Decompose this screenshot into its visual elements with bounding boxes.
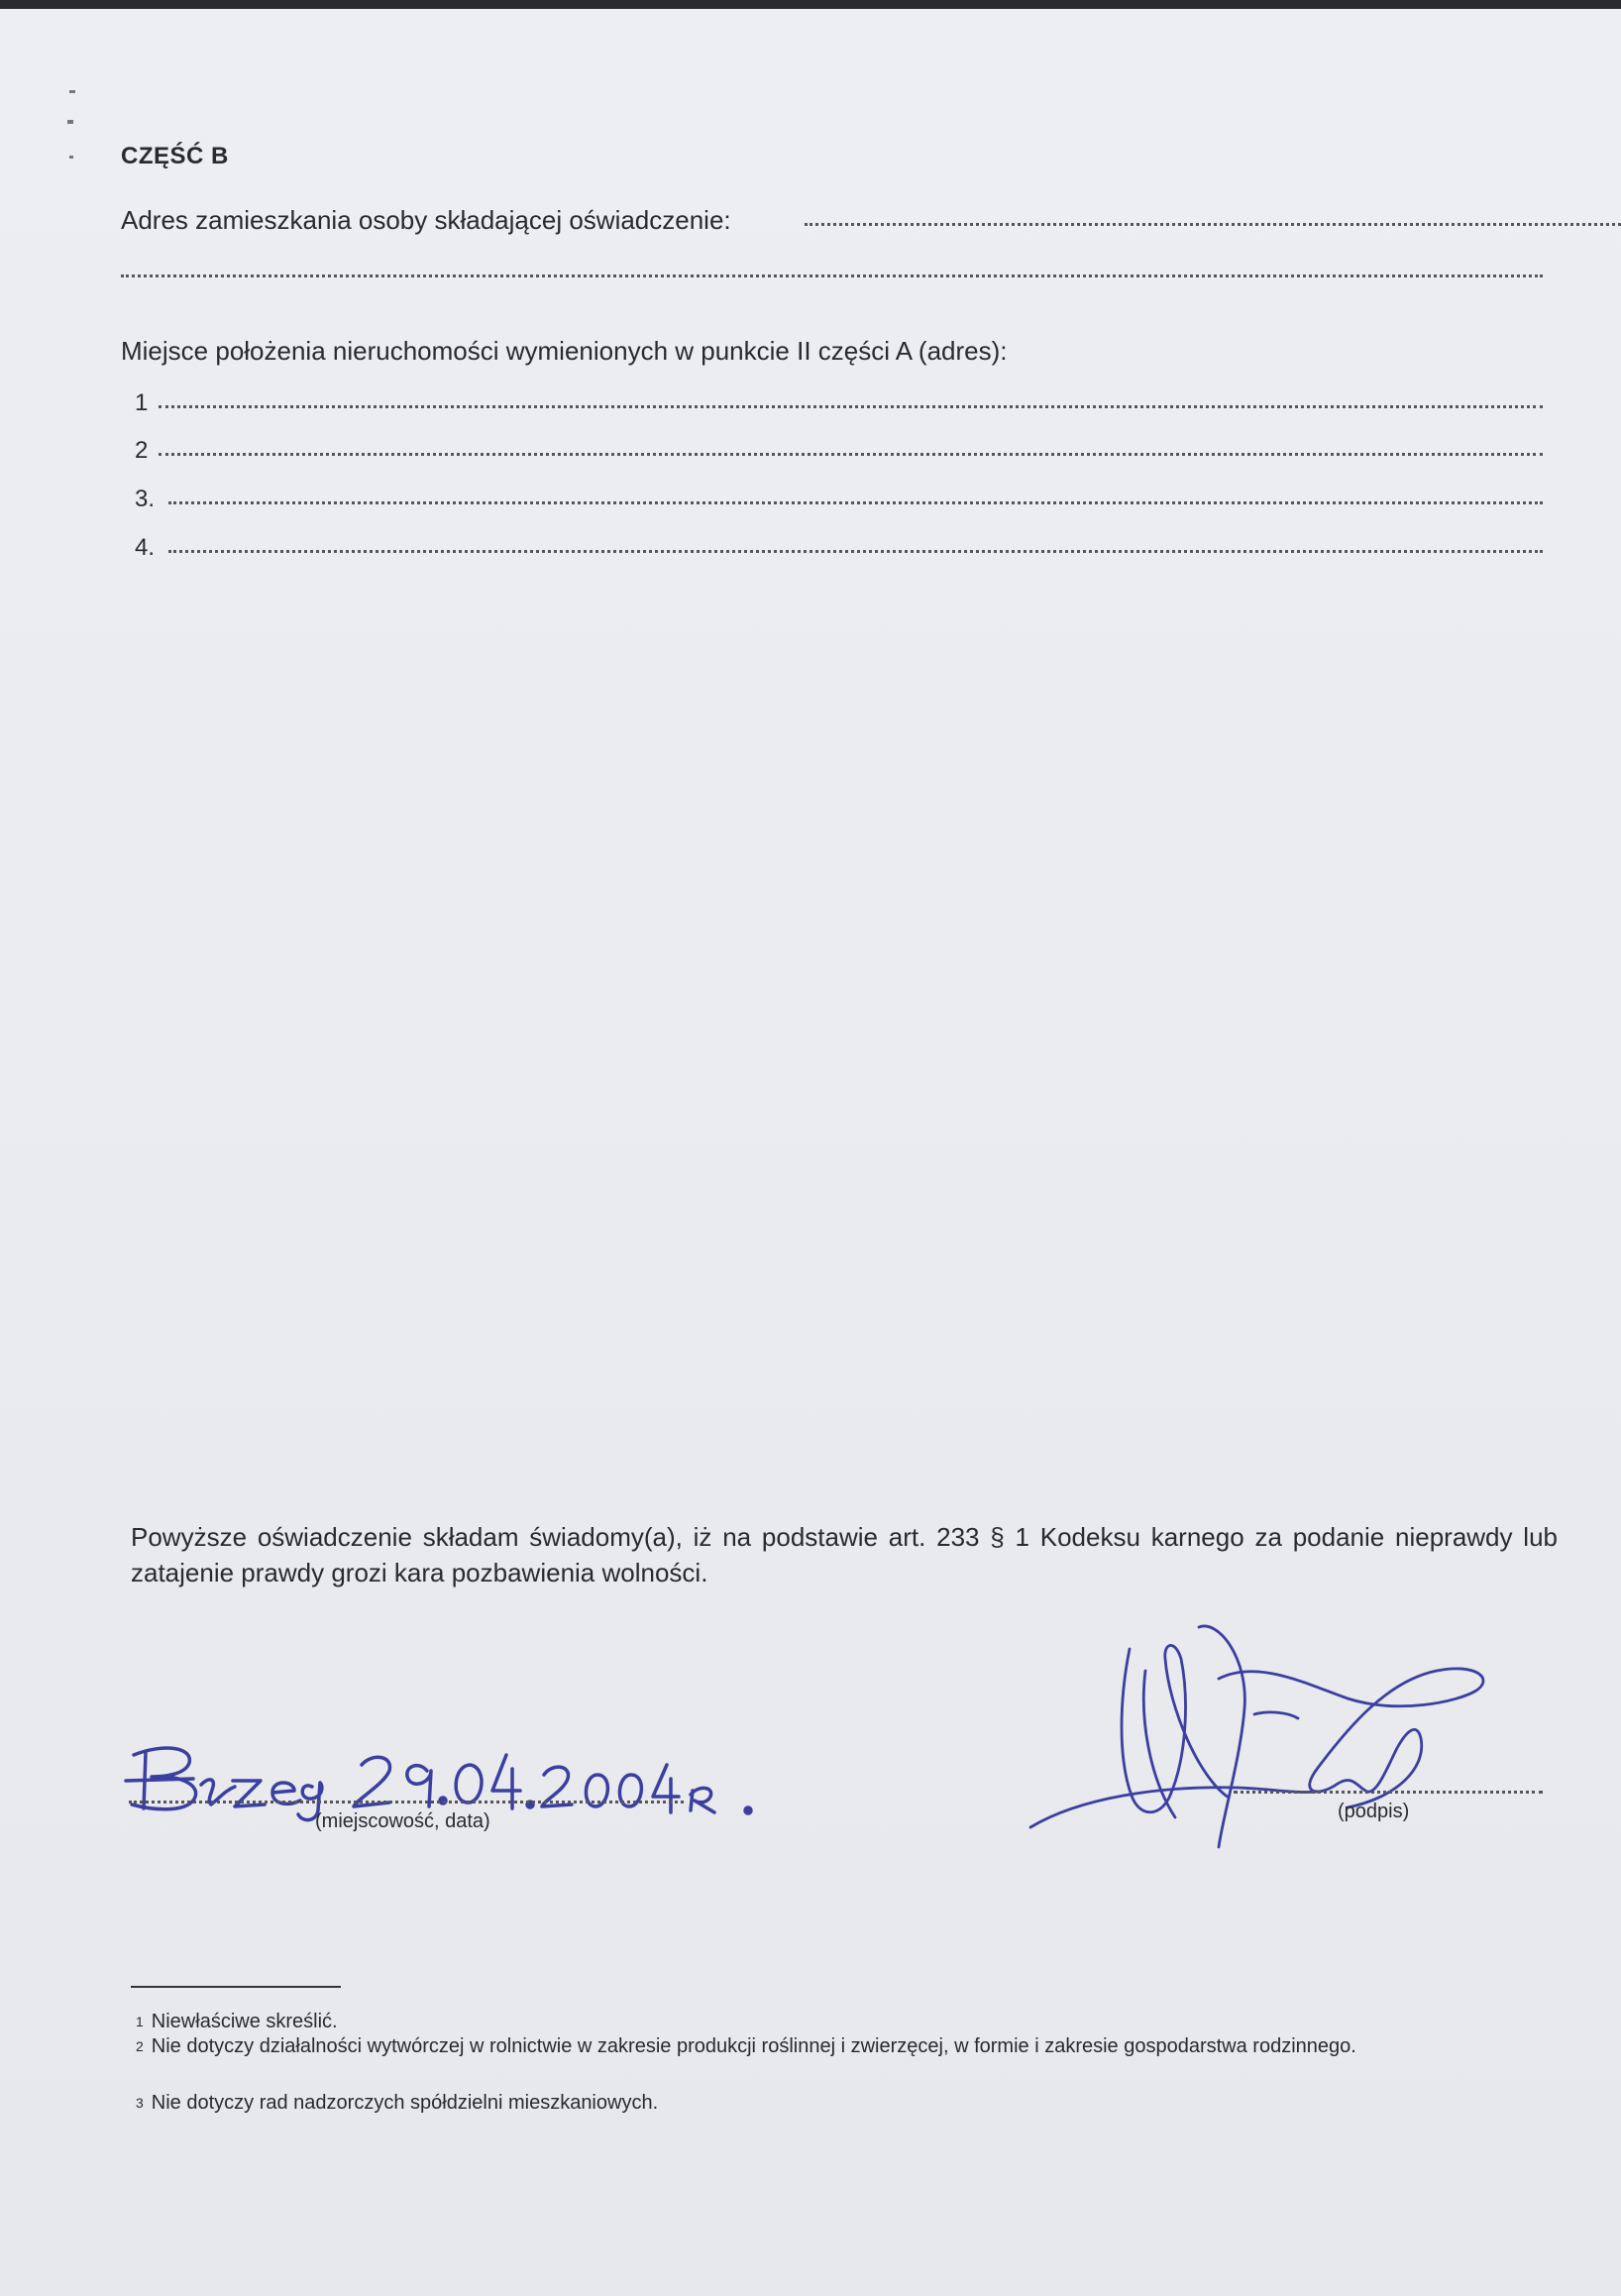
footnote-separator [131,1986,341,1988]
signature-fill-line [1234,1791,1543,1794]
footnote-text: Nie dotyczy rad nadzorczych spółdzielni mieszkaniowych. [151,2092,659,2114]
property-fill-line [159,453,1543,456]
footnote-item [136,2009,338,2034]
property-label: Miejsce położenia nieruchomości wymienionych w punkcie II części A (adres): [121,336,1008,366]
signature-caption: (podpis) [1338,1801,1410,1822]
edge-mark [69,156,73,159]
property-line-number: 3. [135,486,156,512]
property-fill-line [168,501,1543,504]
property-line-number: 1 [135,389,149,416]
property-fill-line [168,550,1543,553]
property-line-number: 4. [135,534,156,561]
declaration-text: Powyższe oświadczenie składam świadomy(a), iż na podstawie art. 233 § 1 Kodeksu karnego za podanie nieprawdy lub zatajenie prawdy grozi kara pozbawienia wolności. [131,1522,1558,1587]
footnote-item [136,2033,1553,2059]
footnote-text: Nie dotyczy działalności wytwórczej w rolnictwie w zakresie produkcji roślinnej i zwierzęcej, w formie i zakresie gospodarstwa rodzinnego. [151,2035,1356,2057]
section-heading: CZĘŚĆ B [121,143,229,169]
footnote-number: 3 [136,2095,144,2111]
signature-image [1021,1619,1536,1857]
address-label: Adres zamieszkania osoby składającej oświadczenie: [121,205,731,235]
address-fill-line [805,223,1621,226]
property-line-number: 2 [135,437,149,464]
footnote-item [136,2090,658,2116]
edge-mark [69,90,75,93]
place-date-caption: (miejscowość, data) [315,1810,490,1832]
place-date-fill-line [129,1801,684,1804]
footnote-text: Niewłaściwe skreślić. [151,2011,338,2032]
address-fill-line-2 [121,274,1543,277]
footnote-number: 2 [136,2038,144,2054]
edge-mark [67,120,73,124]
property-fill-line [159,405,1543,408]
footnote-number: 1 [136,2014,144,2029]
